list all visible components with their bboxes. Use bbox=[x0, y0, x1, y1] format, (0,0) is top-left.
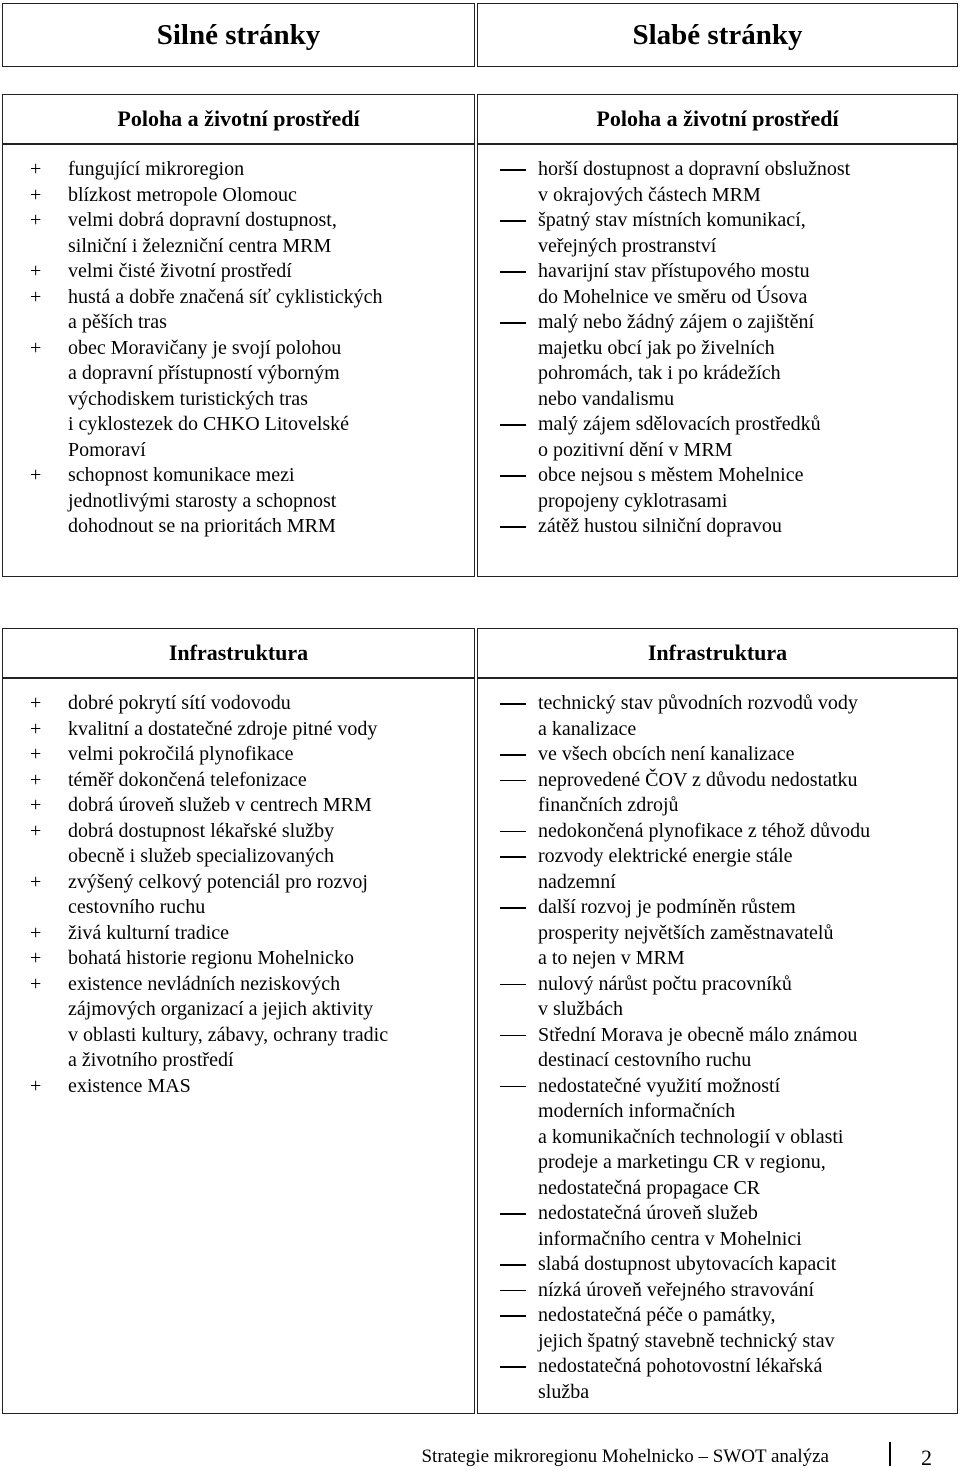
item-line: moderních informačních bbox=[538, 1100, 736, 1122]
dash-bullet bbox=[500, 271, 526, 273]
section-2-strengths-box bbox=[2, 678, 475, 1414]
item-line: horší dostupnost a dopravní obslužnost bbox=[538, 158, 851, 180]
item-line: do Mohelnice ve směru od Úsova bbox=[538, 285, 808, 308]
item-line: v oblasti kultury, zábavy, ochrany tradic bbox=[68, 1023, 389, 1046]
item-line: nadzemní bbox=[538, 870, 616, 893]
weakness-item bbox=[500, 844, 955, 895]
item-line: ve všech obcích není kanalizace bbox=[538, 743, 795, 765]
strength-item bbox=[30, 259, 470, 285]
item-line: prodeje a marketingu CR v regionu, bbox=[538, 1151, 826, 1173]
weakness-item bbox=[500, 768, 955, 819]
plus-bullet: + bbox=[30, 794, 42, 816]
dash-bullet bbox=[500, 1264, 526, 1266]
plus-bullet: + bbox=[30, 743, 42, 765]
weakness-item bbox=[500, 463, 955, 514]
item-line: zátěž hustou silniční dopravou bbox=[538, 515, 782, 537]
strength-item bbox=[30, 819, 470, 870]
weakness-item bbox=[500, 1252, 955, 1278]
weakness-item bbox=[500, 157, 955, 208]
item-line: téměř dokončená telefonizace bbox=[68, 768, 307, 791]
dash-bullet bbox=[500, 754, 526, 756]
item-line: blízkost metropole Olomouc bbox=[68, 183, 297, 206]
strength-item bbox=[30, 208, 470, 259]
weakness-item bbox=[500, 895, 955, 972]
item-line: další rozvoj je podmíněn růstem bbox=[538, 896, 796, 918]
item-line: malý nebo žádný zájem o zajištění bbox=[538, 311, 815, 333]
item-line: i cyklostezek do CHKO Litovelské bbox=[68, 413, 350, 435]
item-line: schopnost komunikace mezi bbox=[68, 464, 295, 486]
dash-bullet bbox=[500, 526, 526, 528]
section-1-weaknesses-title: Poloha a životní prostředí bbox=[477, 94, 958, 144]
page-footer bbox=[0, 1440, 960, 1470]
page-number: 2 bbox=[921, 1445, 932, 1470]
strength-item bbox=[30, 870, 470, 921]
plus-bullet: + bbox=[30, 768, 42, 791]
item-line: Střední Morava je obecně málo známou bbox=[538, 1023, 858, 1046]
section-2-weaknesses-box bbox=[477, 678, 958, 1414]
dash-bullet bbox=[500, 831, 526, 833]
section-1-weaknesses-list bbox=[500, 157, 955, 540]
item-line: malý zájem sdělovacích prostředků bbox=[538, 413, 821, 435]
dash-bullet bbox=[500, 1290, 526, 1292]
item-line: nedostatečná pohotovostní lékařská bbox=[538, 1355, 823, 1377]
weakness-item bbox=[500, 259, 955, 310]
plus-bullet: + bbox=[30, 717, 42, 740]
item-line: nedostatečná propagace CR bbox=[538, 1176, 761, 1199]
item-line: jednotlivými starosty a schopnost bbox=[68, 489, 337, 512]
item-line: majetku obcí jak po živelních bbox=[538, 336, 775, 359]
item-line: Pomoraví bbox=[68, 438, 146, 461]
item-line: jejich špatný stavebně technický stav bbox=[538, 1329, 835, 1352]
strength-item bbox=[30, 463, 470, 540]
strength-item bbox=[30, 691, 470, 717]
weakness-item bbox=[500, 819, 955, 845]
section-1-strengths-list bbox=[30, 157, 470, 540]
item-line: a to nejen v MRM bbox=[538, 947, 685, 969]
item-line: existence nevládních neziskových bbox=[68, 972, 341, 995]
item-line: služba bbox=[538, 1380, 590, 1403]
item-line: nedostatečné využití možností bbox=[538, 1074, 781, 1097]
dash-bullet bbox=[500, 1213, 526, 1215]
strength-item bbox=[30, 285, 470, 336]
weakness-item bbox=[500, 310, 955, 412]
item-line: dohodnout se na prioritách MRM bbox=[68, 515, 336, 537]
item-line: zájmových organizací a jejich aktivity bbox=[68, 998, 374, 1020]
dash-bullet bbox=[500, 1086, 526, 1088]
plus-bullet: + bbox=[30, 819, 42, 842]
strength-item bbox=[30, 793, 470, 819]
footer-separator bbox=[889, 1442, 891, 1466]
item-line: finančních zdrojů bbox=[538, 794, 679, 816]
item-line: neprovedené ČOV z důvodu nedostatku bbox=[538, 768, 858, 791]
strength-item bbox=[30, 717, 470, 743]
section-1-strengths-title: Poloha a životní prostředí bbox=[2, 94, 475, 144]
plus-bullet: + bbox=[30, 336, 42, 359]
item-line: nedostatečná péče o památky, bbox=[538, 1304, 776, 1326]
weakness-item bbox=[500, 1074, 955, 1202]
strength-item bbox=[30, 183, 470, 209]
item-line: dobrá úroveň služeb v centrech MRM bbox=[68, 794, 372, 816]
plus-bullet: + bbox=[30, 183, 42, 206]
weaknesses-header: Slabé stránky bbox=[477, 3, 958, 67]
item-line: havarijní stav přístupového mostu bbox=[538, 260, 810, 282]
item-line: v okrajových částech MRM bbox=[538, 183, 761, 206]
weakness-item bbox=[500, 1303, 955, 1354]
item-line: informačního centra v Mohelnici bbox=[538, 1227, 802, 1250]
plus-bullet: + bbox=[30, 972, 42, 995]
strength-item bbox=[30, 742, 470, 768]
weakness-item bbox=[500, 1354, 955, 1405]
strength-item bbox=[30, 946, 470, 972]
item-line: nulový nárůst počtu pracovníků bbox=[538, 972, 792, 995]
section-2-weaknesses-list bbox=[500, 691, 955, 1405]
item-line: nedostatečná úroveň služeb bbox=[538, 1202, 758, 1224]
weakness-item bbox=[500, 1278, 955, 1304]
weakness-item bbox=[500, 208, 955, 259]
weakness-item bbox=[500, 1023, 955, 1074]
item-line: pohromách, tak i po krádežích bbox=[538, 362, 781, 384]
plus-bullet: + bbox=[30, 158, 42, 180]
dash-bullet bbox=[500, 1366, 526, 1368]
section-1-strengths-box bbox=[2, 144, 475, 577]
item-line: propojeny cyklotrasami bbox=[538, 489, 728, 512]
item-line: nízká úroveň veřejného stravování bbox=[538, 1278, 815, 1301]
weakness-item bbox=[500, 412, 955, 463]
item-line: bohatá historie regionu Mohelnicko bbox=[68, 947, 355, 969]
dash-bullet bbox=[500, 322, 526, 324]
item-line: hustá a dobře značená síť cyklistických bbox=[68, 285, 383, 308]
item-line: nebo vandalismu bbox=[538, 387, 675, 410]
plus-bullet: + bbox=[30, 285, 42, 308]
dash-bullet bbox=[500, 475, 526, 477]
item-line: veřejných prostranství bbox=[538, 234, 717, 257]
plus-bullet: + bbox=[30, 209, 42, 231]
item-line: východiskem turistických tras bbox=[68, 387, 308, 410]
item-line: a pěších tras bbox=[68, 311, 167, 333]
dash-bullet bbox=[500, 1035, 526, 1037]
plus-bullet: + bbox=[30, 464, 42, 486]
item-line: dobré pokrytí sítí vodovodu bbox=[68, 692, 291, 714]
item-line: dobrá dostupnost lékařské služby bbox=[68, 819, 335, 842]
dash-bullet bbox=[500, 424, 526, 426]
item-line: silniční i železniční centra MRM bbox=[68, 234, 332, 257]
strength-item bbox=[30, 1074, 470, 1100]
plus-bullet: + bbox=[30, 870, 42, 893]
section-2-strengths-title: Infrastruktura bbox=[2, 628, 475, 678]
item-line: velmi čisté životní prostředí bbox=[68, 260, 292, 282]
item-line: obec Moravičany je svojí polohou bbox=[68, 336, 342, 359]
strength-item bbox=[30, 336, 470, 464]
item-line: fungující mikroregion bbox=[68, 158, 245, 180]
strength-item bbox=[30, 972, 470, 1074]
plus-bullet: + bbox=[30, 921, 42, 944]
item-line: a kanalizace bbox=[538, 717, 637, 740]
item-line: kvalitní a dostatečné zdroje pitné vody bbox=[68, 717, 378, 740]
strength-item bbox=[30, 157, 470, 183]
item-line: obecně i služeb specializovaných bbox=[68, 845, 334, 867]
weakness-item bbox=[500, 742, 955, 768]
strength-item bbox=[30, 768, 470, 794]
weakness-item bbox=[500, 972, 955, 1023]
dash-bullet bbox=[500, 856, 526, 858]
footer-title: Strategie mikroregionu Mohelnicko – SWOT analýza bbox=[421, 1446, 829, 1467]
plus-bullet: + bbox=[30, 1074, 42, 1097]
dash-bullet bbox=[500, 703, 526, 705]
section-2-strengths-list bbox=[30, 691, 470, 1099]
weakness-item bbox=[500, 1201, 955, 1252]
dash-bullet bbox=[500, 1315, 526, 1317]
plus-bullet: + bbox=[30, 692, 42, 714]
strength-item bbox=[30, 921, 470, 947]
item-line: velmi dobrá dopravní dostupnost, bbox=[68, 209, 337, 231]
item-line: technický stav původních rozvodů vody bbox=[538, 692, 858, 714]
strengths-header: Silné stránky bbox=[2, 3, 475, 67]
item-line: destinací cestovního ruchu bbox=[538, 1049, 752, 1071]
item-line: obce nejsou s městem Mohelnice bbox=[538, 464, 804, 486]
weakness-item bbox=[500, 691, 955, 742]
item-line: o pozitivní dění v MRM bbox=[538, 438, 733, 461]
item-line: cestovního ruchu bbox=[68, 896, 206, 918]
item-line: existence MAS bbox=[68, 1074, 191, 1097]
item-line: prosperity největších zaměstnavatelů bbox=[538, 921, 834, 944]
item-line: a dopravní přístupností výborným bbox=[68, 362, 340, 384]
item-line: nedokončená plynofikace z téhož důvodu bbox=[538, 819, 871, 842]
section-1-weaknesses-box bbox=[477, 144, 958, 577]
item-line: špatný stav místních komunikací, bbox=[538, 209, 806, 231]
dash-bullet bbox=[500, 780, 526, 782]
dash-bullet bbox=[500, 169, 526, 171]
plus-bullet: + bbox=[30, 260, 42, 282]
item-line: a komunikačních technologií v oblasti bbox=[538, 1125, 844, 1148]
item-line: živá kulturní tradice bbox=[68, 921, 230, 944]
item-line: slabá dostupnost ubytovacích kapacit bbox=[538, 1253, 837, 1275]
dash-bullet bbox=[500, 220, 526, 222]
item-line: velmi pokročilá plynofikace bbox=[68, 743, 294, 765]
section-2-weaknesses-title: Infrastruktura bbox=[477, 628, 958, 678]
dash-bullet bbox=[500, 907, 526, 909]
item-line: v službách bbox=[538, 998, 623, 1020]
item-line: rozvody elektrické energie stále bbox=[538, 845, 793, 867]
item-line: zvýšený celkový potenciál pro rozvoj bbox=[68, 870, 368, 893]
weakness-item bbox=[500, 514, 955, 540]
dash-bullet bbox=[500, 984, 526, 986]
plus-bullet: + bbox=[30, 947, 42, 969]
item-line: a životního prostředí bbox=[68, 1049, 234, 1071]
